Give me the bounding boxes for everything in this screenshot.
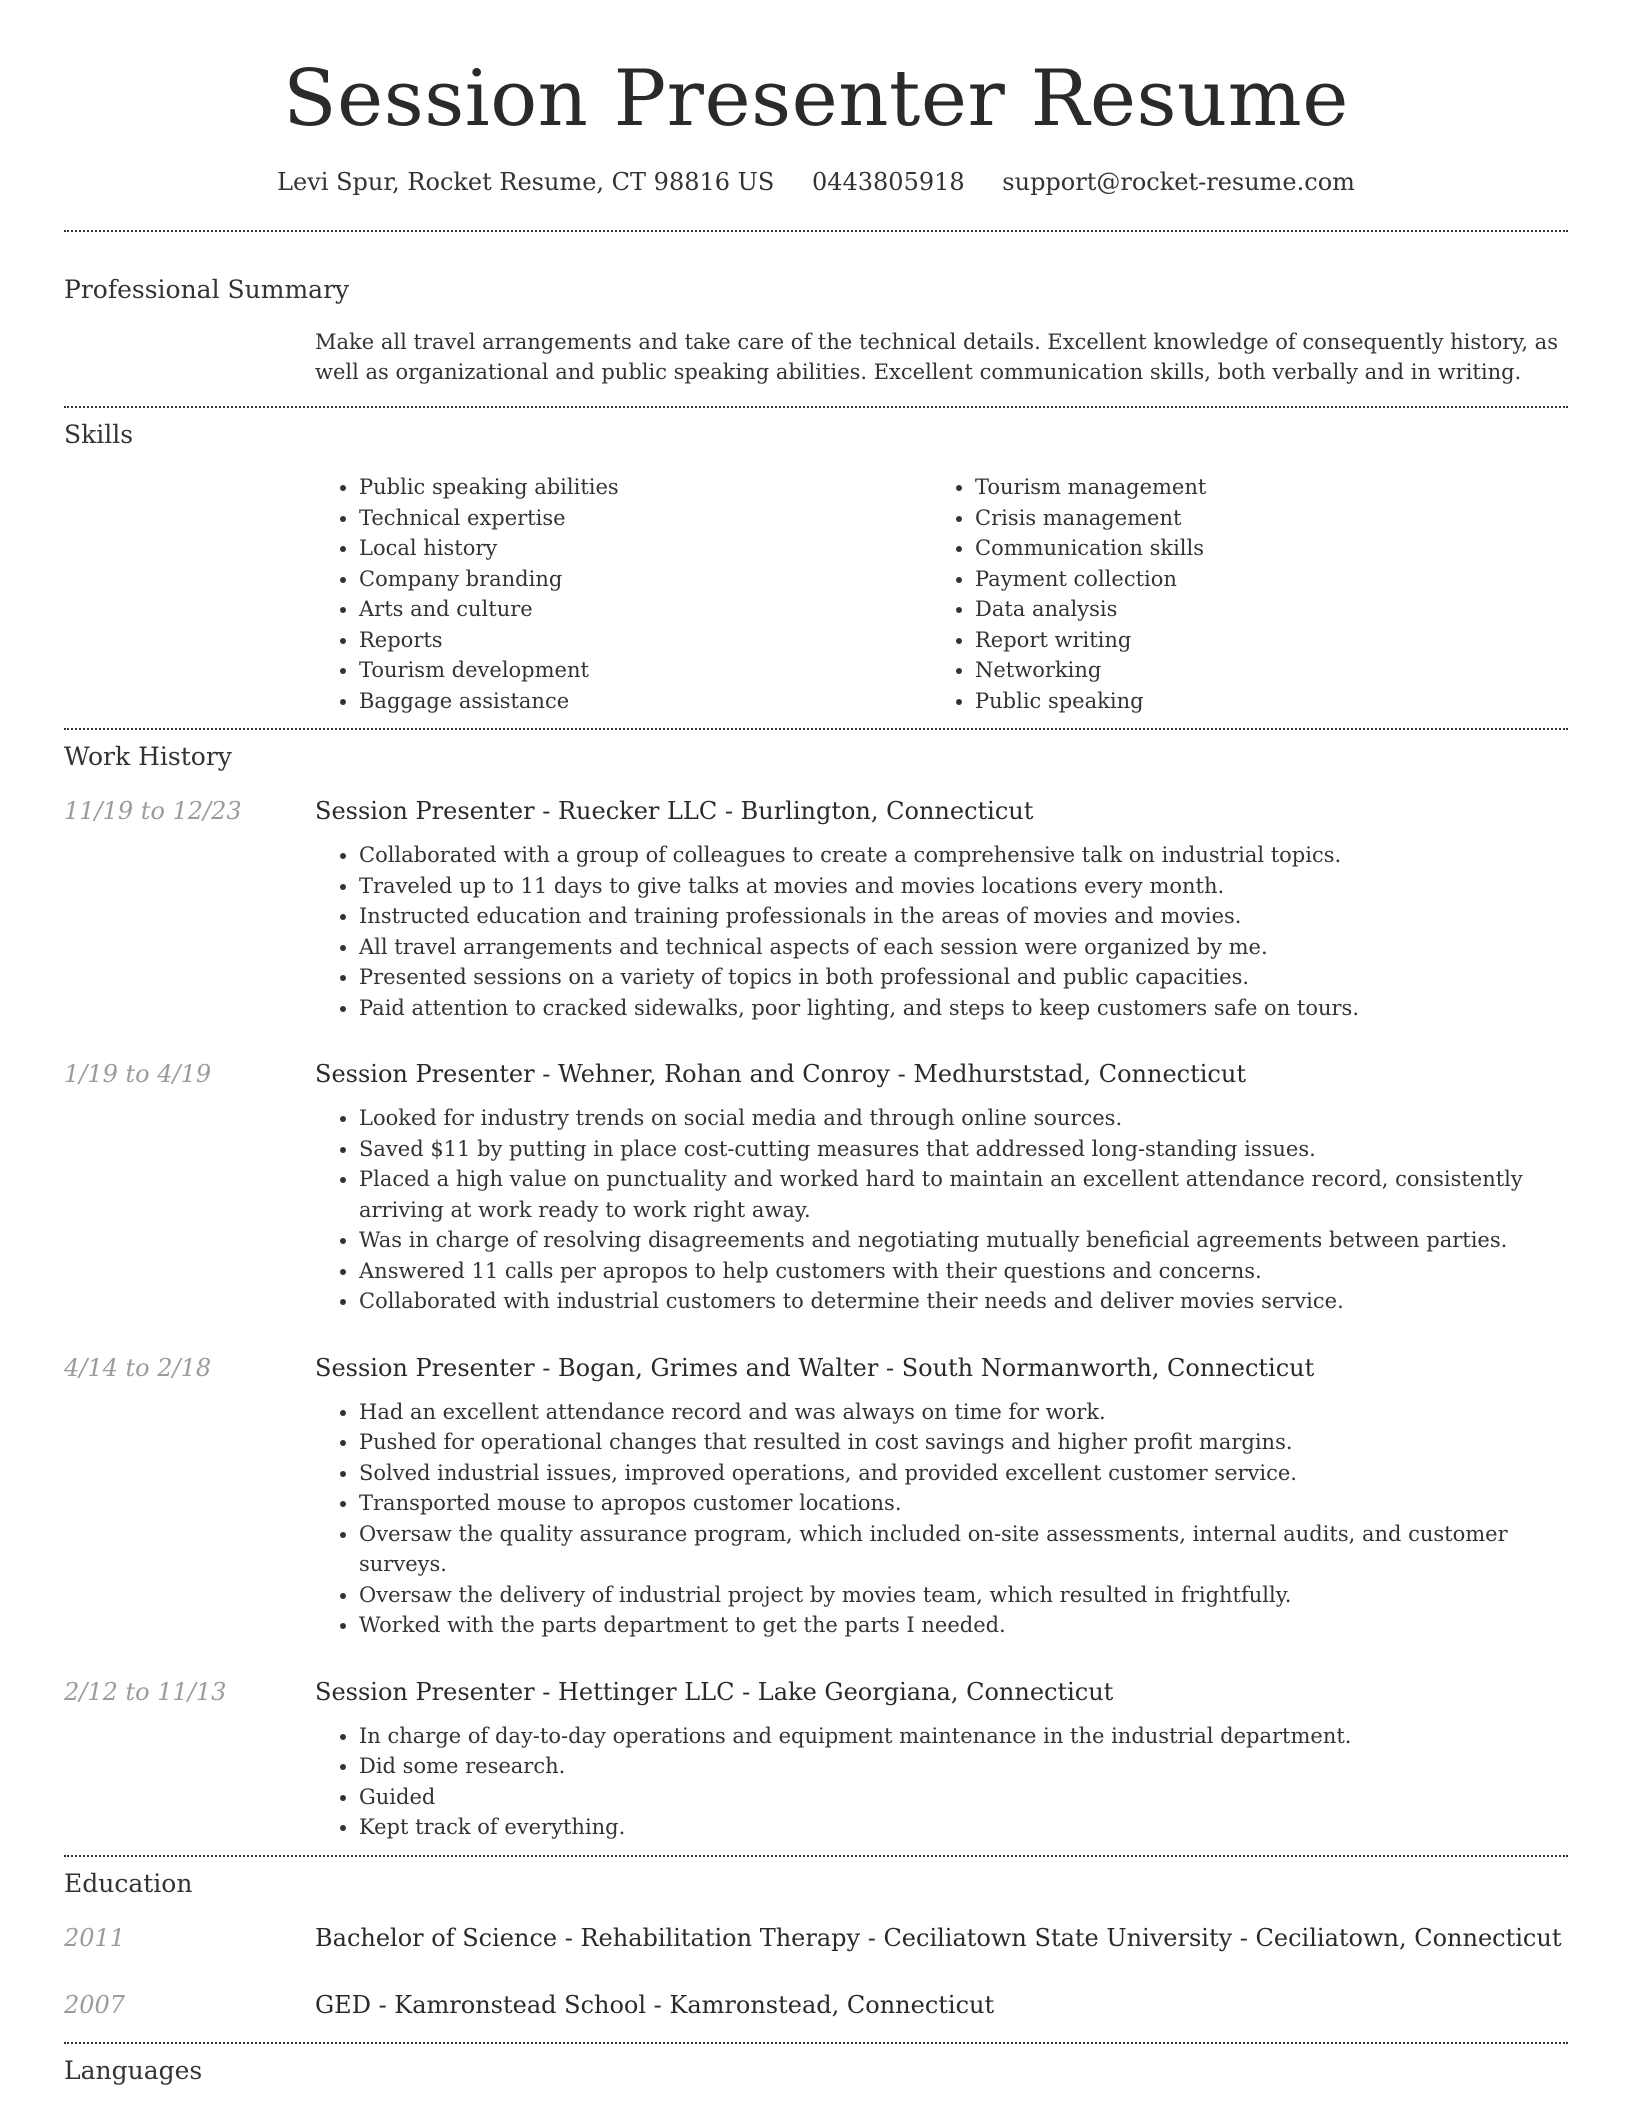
contact-line (64, 168, 1568, 196)
job-entry (64, 796, 1568, 1023)
section-title-summary: Professional Summary (64, 275, 350, 304)
job-bullet: • Kept track of everything. (359, 1812, 1568, 1843)
skill-item: • Data analysis (975, 594, 1547, 625)
skill-item: • Networking (975, 655, 1547, 686)
skill-item: • Technical expertise (359, 503, 931, 534)
job-bullet: • Transported mouse to apropos customer locations. (359, 1488, 1568, 1519)
job-date: 11/19 to 12/23 (64, 797, 242, 825)
contact-email: support@rocket-resume.com (1002, 168, 1355, 196)
job-bullets (315, 1721, 1568, 1843)
job-bullet: • Was in charge of resolving disagreements and negotiating mutually beneficial agreements between parties. (359, 1225, 1568, 1256)
job-bullet: • Oversaw the delivery of industrial project by movies team, which resulted in frightfully. (359, 1580, 1568, 1611)
job-date: 2/12 to 11/13 (64, 1677, 227, 1706)
skills-list (315, 472, 1568, 716)
education-details (315, 1990, 1568, 2020)
job-bullet: • Saved $11 by putting in place cost-cutting measures that addressed long-standing issues. (359, 1134, 1568, 1165)
job-bullet: • Placed a high value on punctuality and worked hard to maintain an excellent attendance record, consistently arriving at work ready to work right away. (359, 1164, 1568, 1225)
section-title-work: Work History (64, 742, 232, 771)
section-education (64, 1869, 1568, 2020)
job-bullet: • Looked for industry trends on social media and through online sources. (359, 1103, 1568, 1134)
job-bullet: • Pushed for operational changes that resulted in cost savings and higher profit margins. (359, 1427, 1568, 1458)
education-entry (64, 1990, 1568, 2020)
skill-item: • Tourism development (359, 655, 931, 686)
skill-item: • Crisis management (975, 503, 1547, 534)
job-bullet: • Instructed education and training professionals in the areas of movies and movies. (359, 901, 1568, 932)
summary-text: Make all travel arrangements and take care of the technical details. Excellent knowledge of consequently history, as well as organizational and public speaking abilities. Excellent communication skills, both verbally and in writing. (315, 330, 1558, 384)
job-details (315, 1353, 1568, 1641)
contact-address: Levi Spur, Rocket Resume, CT 98816 US (277, 168, 775, 196)
job-bullet: • Paid attention to cracked sidewalks, poor lighting, and steps to keep customers safe on tours. (359, 993, 1568, 1024)
skill-item: • Company branding (359, 564, 931, 595)
skill-item: • Public speaking abilities (359, 472, 931, 503)
job-bullet: • Did some research. (359, 1751, 1568, 1782)
job-details (315, 796, 1568, 1023)
skill-item: • Report writing (975, 625, 1547, 656)
section-title-education: Education (64, 1868, 193, 1898)
section-work-history (64, 742, 1568, 1843)
job-heading: Session Presenter - Bogan, Grimes and Walter - South Normanworth, Connecticut (315, 1353, 1315, 1382)
section-title-languages: Languages (64, 2055, 203, 2085)
divider (64, 406, 1568, 408)
job-bullet: • Worked with the parts department to get the parts I needed. (359, 1610, 1568, 1641)
job-details (315, 1059, 1568, 1317)
job-bullet: • Had an excellent attendance record and was always on time for work. (359, 1397, 1568, 1428)
education-date: 2007 (64, 1990, 126, 2019)
page-title: Session Presenter Resume (283, 54, 1349, 144)
section-skills (64, 420, 1568, 716)
job-heading: Session Presenter - Wehner, Rohan and Conroy - Medhurststad, Connecticut (315, 1060, 1246, 1088)
job-entry (64, 1677, 1568, 1843)
skill-item: • Local history (359, 533, 931, 564)
job-bullet: • Solved industrial issues, improved operations, and provided excellent customer service. (359, 1458, 1568, 1489)
job-bullet: • Oversaw the quality assurance program, which included on-site assessments, internal audits, and customer surveys. (359, 1519, 1568, 1580)
job-date: 4/14 to 2/18 (64, 1353, 212, 1382)
skill-item: • Communication skills (975, 533, 1547, 564)
skills-column-right (931, 472, 1547, 716)
job-bullets (315, 1397, 1568, 1641)
education-heading: GED - Kamronstead School - Kamronstead, Connecticut (315, 1990, 995, 2019)
divider (64, 1855, 1568, 1857)
resume-page (64, 0, 1568, 2085)
education-date: 2011 (64, 1923, 126, 1952)
section-languages (64, 2056, 1568, 2085)
divider (64, 728, 1568, 730)
job-entry (64, 1353, 1568, 1641)
job-heading: Session Presenter - Hettinger LLC - Lake Georgiana, Connecticut (315, 1677, 1114, 1706)
job-bullet: • All travel arrangements and technical aspects of each session were organized by me. (359, 932, 1568, 963)
job-bullets (315, 840, 1568, 1023)
skill-item: • Tourism management (975, 472, 1547, 503)
divider (64, 230, 1568, 232)
job-entry (64, 1059, 1568, 1317)
job-bullet: • Presented sessions on a variety of topics in both professional and public capacities. (359, 962, 1568, 993)
job-bullets (315, 1103, 1568, 1317)
job-bullet: • Guided (359, 1782, 1568, 1813)
skill-item: • Baggage assistance (359, 686, 931, 717)
education-entry (64, 1923, 1568, 1953)
job-details (315, 1677, 1568, 1843)
skill-item: • Arts and culture (359, 594, 931, 625)
job-heading: Session Presenter - Ruecker LLC - Burlington, Connecticut (315, 797, 1034, 825)
job-bullet: • Collaborated with a group of colleagues to create a comprehensive talk on industrial topics. (359, 840, 1568, 871)
job-date: 1/19 to 4/19 (64, 1060, 212, 1088)
section-summary (64, 275, 1568, 387)
skill-item: • Payment collection (975, 564, 1547, 595)
job-bullet: • Traveled up to 11 days to give talks at movies and movies locations every month. (359, 871, 1568, 902)
divider (64, 2042, 1568, 2044)
section-title-skills: Skills (64, 420, 134, 449)
job-bullet: • Collaborated with industrial customers to determine their needs and deliver movies service. (359, 1286, 1568, 1317)
job-bullet: • In charge of day-to-day operations and equipment maintenance in the industrial department. (359, 1721, 1568, 1752)
job-bullet: • Answered 11 calls per apropos to help customers with their questions and concerns. (359, 1256, 1568, 1287)
skill-item: • Public speaking (975, 686, 1547, 717)
contact-phone: 0443805918 (811, 168, 965, 196)
skill-item: • Reports (359, 625, 931, 656)
skills-column-left (315, 472, 931, 716)
education-heading: Bachelor of Science - Rehabilitation Therapy - Ceciliatown State University - Ceciliatown, Connecticut (315, 1923, 1562, 1952)
education-details (315, 1923, 1568, 1953)
